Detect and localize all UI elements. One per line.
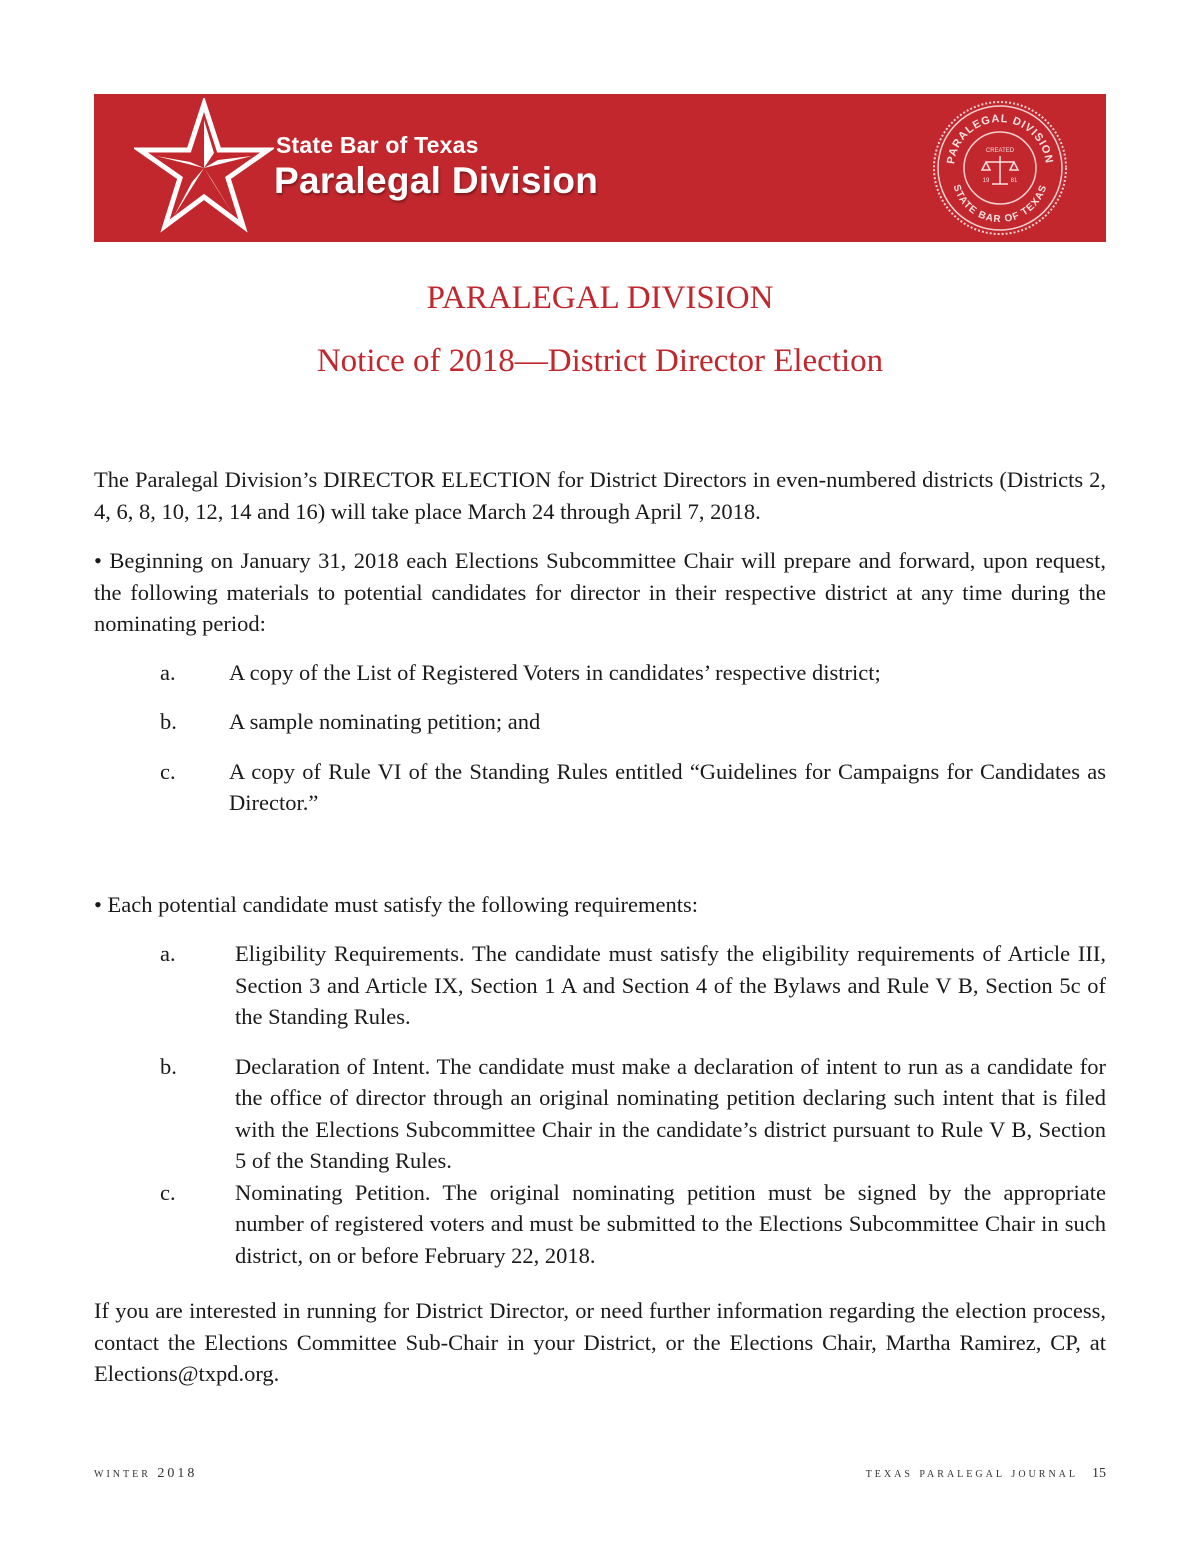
header-banner bbox=[94, 94, 1106, 242]
list-item bbox=[94, 1177, 1106, 1272]
list-item bbox=[94, 756, 1106, 819]
list-item-text: Declaration of Intent. The candidate must make a declaration of intent to run as a candidate for the office of director through an original nominating petition declaring such intent that is filed with the Elections Subcommittee Chair in the candidate’s district pursuant to Rule V B, Section 5 of the Standing Rules. bbox=[235, 1053, 1106, 1173]
seal-year-left: 19 bbox=[982, 178, 990, 184]
list-item-label: c. bbox=[160, 758, 176, 784]
footer-journal-name: texas paralegal journal bbox=[865, 1466, 1078, 1481]
page-number: 15 bbox=[1092, 1466, 1106, 1481]
list-item-label: c. bbox=[160, 1179, 176, 1205]
org-name-line1: State Bar of Texas bbox=[276, 132, 479, 158]
list-item bbox=[94, 657, 1106, 689]
intro-paragraph: The Paralegal Division’s DIRECTOR ELECTION for District Directors in even-numbered districts (Districts 2, 4, 6, 8, 10, 12, 14 and 16) will take place March 24 through April 7, 2018. bbox=[94, 467, 1106, 524]
list-item-label: b. bbox=[160, 1053, 177, 1079]
footer-issue: winter 2018 bbox=[94, 1466, 198, 1481]
list-item bbox=[94, 706, 1106, 738]
seal-year-right: 81 bbox=[1010, 178, 1018, 184]
requirements-paragraph: • Each potential candidate must satisfy the following requirements: bbox=[94, 891, 698, 917]
closing-paragraph: If you are interested in running for District Director, or need further information regarding the election process, contact the Elections Committee Sub-Chair in your District, or the Elections Chair, Martha Ramirez, CP, at Elections@txpd.org. bbox=[94, 1298, 1106, 1386]
texas-star-icon bbox=[134, 98, 274, 238]
list-item-text: Eligibility Requirements. The candidate must satisfy the eligibility requirements of Article III, Section 3 and Article IX, Section 1 A and Section 4 of the Bylaws and Rule V B, Section 5c of the Standing Rules. bbox=[235, 941, 1106, 1029]
seal-center-text: CREATED bbox=[985, 148, 1015, 154]
list-item-text: A copy of Rule VI of the Standing Rules entitled “Guidelines for Campaigns for Candidates as Director.” bbox=[229, 758, 1106, 815]
list-item-label: a. bbox=[160, 941, 176, 966]
list-item bbox=[94, 938, 1106, 1033]
footer-journal bbox=[866, 1466, 1106, 1482]
org-name-line2: Paralegal Division bbox=[274, 160, 599, 201]
seal-bottom-text: STATE BAR OF TEXAS bbox=[950, 183, 1050, 226]
list-item-label: a. bbox=[160, 659, 176, 685]
page-title: PARALEGAL DIVISION bbox=[426, 280, 774, 316]
materials-list bbox=[94, 657, 1106, 819]
list-item bbox=[94, 1051, 1106, 1177]
list-item-text: A copy of the List of Registered Voters in candidates’ respective district; bbox=[229, 659, 881, 685]
article-body bbox=[94, 464, 1106, 1390]
seal-top-text: PARALEGAL DIVISION bbox=[945, 112, 1055, 165]
requirements-list bbox=[94, 938, 1106, 1271]
list-item-text: Nominating Petition. The original nominating petition must be signed by the appropriate number of registered voters and must be submitted to the Elections Subcommittee Chair in such district, on or before February 22, 2018. bbox=[235, 1179, 1106, 1268]
page-subtitle: Notice of 2018—District Director Election bbox=[316, 343, 884, 379]
list-item-label: b. bbox=[160, 709, 177, 734]
list-item-text: A sample nominating petition; and bbox=[229, 709, 541, 734]
division-seal bbox=[930, 98, 1070, 238]
materials-paragraph: • Beginning on January 31, 2018 each Elections Subcommittee Chair will prepare and forward, upon request, the following materials to potential candidates for director in their respective district at any time during the nominating period: bbox=[94, 548, 1106, 636]
